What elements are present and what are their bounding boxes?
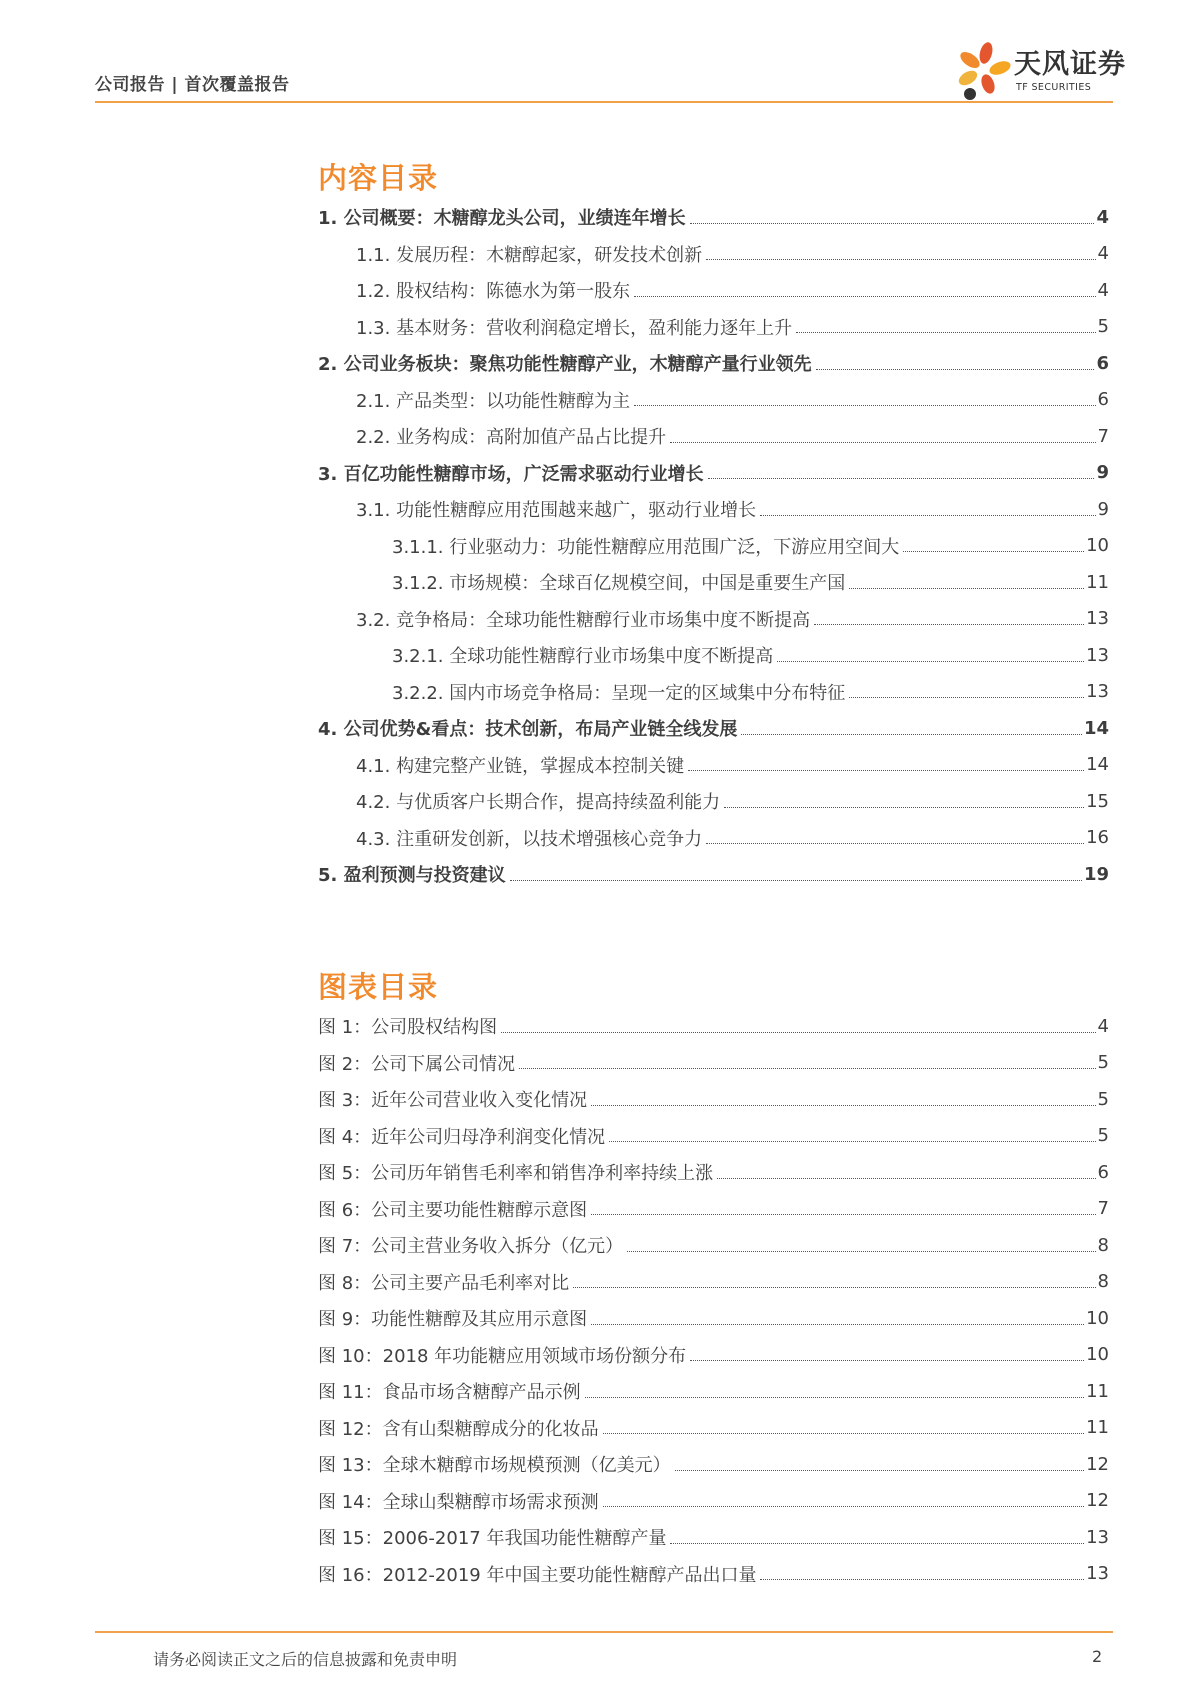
figure-entry-text: 图 5：公司历年销售毛利率和销售净利率持续上涨 (318, 1163, 714, 1185)
toc-entry-text: 1. 公司概要：木糖醇龙头公司，业绩连年增长 (318, 208, 686, 230)
toc-entry-text: 3.1.2. 市场规模：全球百亿规模空间，中国是重要生产国 (392, 573, 846, 595)
toc-entry-page: 14 (1083, 717, 1109, 739)
toc-entry[interactable] (318, 382, 1109, 419)
toc-entry[interactable] (318, 710, 1109, 747)
figure-entry-page: 13 (1086, 1563, 1109, 1585)
figure-entry-page: 12 (1086, 1490, 1109, 1512)
flower-logo-icon (948, 38, 1012, 102)
toc-entry-page: 13 (1086, 644, 1109, 666)
figure-entry[interactable] (318, 1081, 1109, 1118)
dot-leader (591, 1324, 1084, 1325)
dot-leader (690, 223, 1095, 224)
figure-entry-page: 13 (1086, 1526, 1109, 1548)
dot-leader (849, 588, 1084, 589)
dot-leader (690, 1360, 1084, 1361)
figure-entry-text: 图 2：公司下属公司情况 (318, 1053, 516, 1075)
dot-leader (603, 1506, 1084, 1507)
toc-entry-page: 10 (1086, 535, 1109, 557)
figure-entry[interactable] (318, 1300, 1109, 1337)
figure-entry-text: 图 8：公司主要产品毛利率对比 (318, 1272, 570, 1294)
figure-entry-text: 图 11：食品市场含糖醇产品示例 (318, 1382, 581, 1404)
toc-entry-text: 5. 盈利预测与投资建议 (318, 865, 506, 887)
figure-entry[interactable] (318, 1519, 1109, 1556)
dot-leader (849, 697, 1084, 698)
figure-entry-page: 5 (1097, 1088, 1109, 1110)
toc-entry-page: 14 (1086, 754, 1109, 776)
figure-entry-page: 4 (1097, 1015, 1109, 1037)
dot-leader (717, 1178, 1095, 1179)
figure-entry-text: 图 16：2012-2019 年中国主要功能性糖醇产品出口量 (318, 1564, 757, 1586)
figure-entry-text: 图 3：近年公司营业收入变化情况 (318, 1090, 588, 1112)
figure-entry-text: 图 7：公司主营业务收入拆分（亿元） (318, 1236, 624, 1258)
toc-entry-text: 1.1. 发展历程：木糖醇起家，研发技术创新 (356, 244, 703, 266)
toc-entry-text: 1.3. 基本财务：营收利润稳定增长，盈利能力逐年上升 (356, 317, 793, 339)
toc-entry-text: 4.3. 注重研发创新，以技术增强核心竞争力 (356, 828, 703, 850)
figure-entry[interactable] (318, 1373, 1109, 1410)
logo-chinese-name: 天风证券 (1014, 49, 1126, 80)
figure-entry-page: 10 (1086, 1344, 1109, 1366)
toc-entry-text: 4. 公司优势&看点：技术创新，布局产业链全线发展 (318, 719, 738, 741)
figure-entry[interactable] (318, 1337, 1109, 1374)
toc-entry[interactable] (318, 528, 1109, 565)
figure-entry[interactable] (318, 1483, 1109, 1520)
dot-leader (603, 1433, 1084, 1434)
dot-leader (634, 405, 1095, 406)
toc-entry-text: 4.1. 构建完整产业链，掌握成本控制关键 (356, 755, 685, 777)
dot-leader (903, 551, 1084, 552)
toc-entry[interactable] (318, 199, 1109, 236)
figure-entry[interactable] (318, 1008, 1109, 1045)
figure-entry-text: 图 9：功能性糖醇及其应用示意图 (318, 1309, 588, 1331)
toc-entry-text: 3.2.2. 国内市场竞争格局：呈现一定的区域集中分布特征 (392, 682, 846, 704)
figure-entry[interactable] (318, 1446, 1109, 1483)
toc-entry[interactable] (318, 564, 1109, 601)
figure-entry[interactable] (318, 1118, 1109, 1155)
toc-entry[interactable] (318, 345, 1109, 382)
toc-entry-text: 3.2. 竞争格局：全球功能性糖醇行业市场集中度不断提高 (356, 609, 811, 631)
toc-list (318, 199, 1109, 893)
toc-entry-page: 9 (1097, 498, 1109, 520)
toc-entry-text: 2. 公司业务板块：聚焦功能性糖醇产业，木糖醇产量行业领先 (318, 354, 812, 376)
figure-entry-page: 5 (1097, 1125, 1109, 1147)
toc-entry-page: 4 (1096, 206, 1109, 228)
toc-entry-page: 6 (1096, 352, 1109, 374)
dot-leader (634, 296, 1095, 297)
figure-entry-text: 图 12：含有山梨糖醇成分的化妆品 (318, 1418, 599, 1440)
toc-entry[interactable] (318, 309, 1109, 346)
figure-entry-page: 11 (1086, 1380, 1109, 1402)
toc-entry-page: 4 (1097, 243, 1109, 265)
figure-entry-page: 5 (1097, 1052, 1109, 1074)
figure-entry[interactable] (318, 1410, 1109, 1447)
toc-entry-page: 13 (1086, 608, 1109, 630)
toc-entry[interactable] (318, 747, 1109, 784)
company-logo (948, 38, 1126, 102)
toc-entry-page: 5 (1097, 316, 1109, 338)
dot-leader (706, 843, 1084, 844)
figure-entry-page: 12 (1086, 1453, 1109, 1475)
figure-entry-text: 图 14：全球山梨糖醇市场需求预测 (318, 1491, 599, 1513)
figure-entry[interactable] (318, 1154, 1109, 1191)
toc-entry-text: 1.2. 股权结构：陈德水为第一股东 (356, 281, 631, 303)
toc-entry-text: 3.2.1. 全球功能性糖醇行业市场集中度不断提高 (392, 646, 774, 668)
dot-leader (741, 734, 1082, 735)
dot-leader (510, 880, 1082, 881)
figure-entry[interactable] (318, 1264, 1109, 1301)
toc-entry[interactable] (318, 856, 1109, 893)
dot-leader (519, 1068, 1095, 1069)
toc-entry-page: 19 (1083, 863, 1109, 885)
figure-entry-page: 7 (1097, 1198, 1109, 1220)
toc-entry-text: 3.1. 功能性糖醇应用范围越来越广，驱动行业增长 (356, 500, 757, 522)
page-number: 2 (1092, 1647, 1103, 1666)
dot-leader (760, 515, 1095, 516)
toc-entry[interactable] (318, 637, 1109, 674)
dot-leader (573, 1287, 1095, 1288)
dot-leader (816, 369, 1095, 370)
dot-leader (675, 1470, 1084, 1471)
dot-leader (609, 1141, 1095, 1142)
figure-entry[interactable] (318, 1556, 1109, 1593)
toc-title: 内容目录 (318, 161, 439, 195)
figure-entry-page: 11 (1086, 1417, 1109, 1439)
figure-entry[interactable] (318, 1227, 1109, 1264)
figure-entry-text: 图 4：近年公司归母净利润变化情况 (318, 1126, 606, 1148)
figure-list (318, 1008, 1109, 1592)
toc-entry[interactable] (318, 418, 1109, 455)
dot-leader (591, 1214, 1095, 1215)
toc-entry-page: 16 (1086, 827, 1109, 849)
toc-entry-page: 15 (1086, 790, 1109, 812)
dot-leader (627, 1251, 1095, 1252)
dot-leader (670, 442, 1095, 443)
report-type-label: 公司报告 | 首次覆盖报告 (95, 75, 290, 95)
toc-entry[interactable] (318, 601, 1109, 638)
dot-leader (706, 259, 1095, 260)
toc-entry-page: 11 (1086, 571, 1109, 593)
figure-entry-text: 图 10：2018 年功能糖应用领域市场份额分布 (318, 1345, 687, 1367)
dot-leader (796, 332, 1095, 333)
figure-entry-text: 图 1：公司股权结构图 (318, 1017, 498, 1039)
footer-divider (95, 1631, 1113, 1633)
toc-entry-text: 2.2. 业务构成：高附加值产品占比提升 (356, 427, 667, 449)
figure-list-title: 图表目录 (318, 970, 439, 1004)
figure-entry-text: 图 13：全球木糖醇市场规模预测（亿美元） (318, 1455, 671, 1477)
toc-entry-text: 3.1.1. 行业驱动力：功能性糖醇应用范围广泛，下游应用空间大 (392, 536, 900, 558)
figure-entry[interactable] (318, 1191, 1109, 1228)
dot-leader (688, 770, 1084, 771)
toc-entry-text: 3. 百亿功能性糖醇市场，广泛需求驱动行业增长 (318, 463, 704, 485)
toc-entry-page: 9 (1096, 462, 1109, 484)
figure-entry[interactable] (318, 1045, 1109, 1082)
dot-leader (814, 624, 1084, 625)
figure-entry-page: 8 (1097, 1271, 1109, 1293)
toc-entry-page: 4 (1097, 279, 1109, 301)
dot-leader (708, 478, 1095, 479)
figure-entry-page: 8 (1097, 1234, 1109, 1256)
figure-entry-page: 10 (1086, 1307, 1109, 1329)
dot-leader (670, 1543, 1084, 1544)
dot-leader (724, 807, 1084, 808)
dot-leader (501, 1032, 1095, 1033)
toc-entry[interactable] (318, 783, 1109, 820)
dot-leader (777, 661, 1084, 662)
dot-leader (591, 1105, 1095, 1106)
toc-entry-page: 6 (1097, 389, 1109, 411)
toc-entry[interactable] (318, 455, 1109, 492)
dot-leader (760, 1579, 1084, 1580)
toc-entry[interactable] (318, 272, 1109, 309)
figure-entry-text: 图 6：公司主要功能性糖醇示意图 (318, 1199, 588, 1221)
toc-entry[interactable] (318, 236, 1109, 273)
logo-english-name: TF SECURITIES (1016, 82, 1092, 93)
toc-entry[interactable] (318, 820, 1109, 857)
figure-entry-text: 图 15：2006-2017 年我国功能性糖醇产量 (318, 1528, 667, 1550)
toc-entry-text: 4.2. 与优质客户长期合作，提高持续盈利能力 (356, 792, 721, 814)
toc-entry[interactable] (318, 674, 1109, 711)
dot-leader (585, 1397, 1084, 1398)
footer-disclaimer: 请务必阅读正文之后的信息披露和免责申明 (153, 1650, 458, 1669)
toc-entry-page: 7 (1097, 425, 1109, 447)
toc-entry-text: 2.1. 产品类型：以功能性糖醇为主 (356, 390, 631, 412)
figure-entry-page: 6 (1097, 1161, 1109, 1183)
toc-entry[interactable] (318, 491, 1109, 528)
toc-entry-page: 13 (1086, 681, 1109, 703)
